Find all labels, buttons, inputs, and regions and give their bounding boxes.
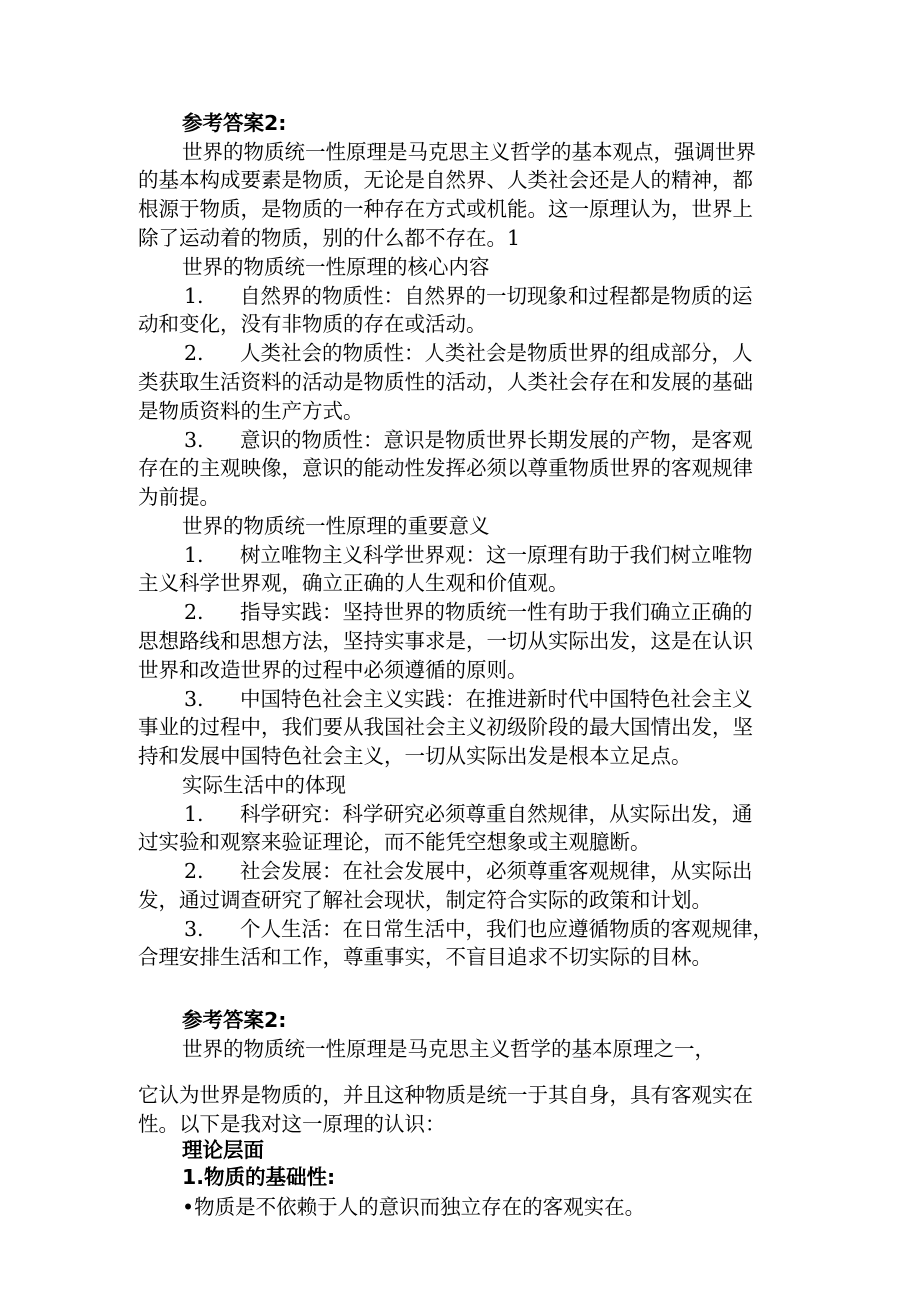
item-text: 树立唯物主义科学世界观：这一原理有助于我们树立唯物 [240, 543, 753, 567]
item-text: 为前提。 [138, 485, 220, 509]
item-text: 人类社会的物质性：人类社会是物质世界的组成部分，人 [240, 341, 753, 365]
item-text: 主义科学世界观，确立正确的人生观和价值观。 [138, 571, 569, 595]
intro-line: 根源于物质，是物质的一种存在方式或机能。这一原理认为，世界上 [138, 197, 753, 221]
item-text: 合理安排生活和工作，尊重事实，不盲目追求不切实际的目林。 [138, 945, 712, 969]
item-number: 2. [184, 341, 204, 365]
item-text: 存在的主观映像，意识的能动性发挥必须以尊重物质世界的客观规律 [138, 456, 753, 480]
answer-heading: 参考答案2: [182, 111, 287, 135]
item-text: 社会发展：在社会发展中，必须尊重客观规律，从实际出 [240, 859, 753, 883]
intro-line: 世界的物质统一性原理是马克思主义哲学的基本观点，强调世界 [182, 140, 756, 164]
item-text: 指导实践：坚持世界的物质统一性有助于我们确立正确的 [240, 600, 753, 624]
item-number: 1. [184, 802, 204, 826]
point-title: 1.物质的基础性: [182, 1165, 336, 1189]
item-text: 类获取生活资料的活动是物质性的活动，人类社会存在和发展的基础 [138, 370, 753, 394]
section-title-reallife: 实际生活中的体现 [182, 773, 346, 797]
item-text: 科学研究：科学研究必须尊重自然规律，从实际出发，通 [240, 802, 753, 826]
intro-line: 除了运动着的物质，别的什么都不存在。1 [138, 226, 521, 250]
item-text: 事业的过程中，我们要从我国社会主义初级阶段的最大国情出发，坚 [138, 715, 753, 739]
item-number: 3. [184, 917, 204, 941]
item-number: 2. [184, 600, 204, 624]
item-text: 动和变化，没有非物质的存在或活动。 [138, 312, 487, 336]
sub-title: 理论层面 [182, 1138, 264, 1162]
item-text: 过实验和观察来验证理论，而不能凭空想象或主观臆断。 [138, 830, 651, 854]
item-number: 1. [184, 284, 204, 308]
answer-heading: 参考答案2: [182, 1008, 287, 1032]
item-text: 发，通过调查研究了解社会现状，制定符合实际的政策和计划。 [138, 888, 712, 912]
intro-line: 世界的物质统一性原理是马克思主义哲学的基本原理之一， [182, 1037, 715, 1061]
intro-line: 性。以下是我对这一原理的认识： [138, 1112, 446, 1136]
item-text: 思想路线和思想方法，坚持实事求是，一切从实际出发，这是在认识 [138, 629, 753, 653]
item-number: 3. [184, 428, 204, 452]
item-text: 世界和改造世界的过程中必须遵循的原则。 [138, 658, 528, 682]
item-text: 自然界的物质性：自然界的一切现象和过程都是物质的运 [240, 284, 753, 308]
intro-line: 它认为世界是物质的，并且这种物质是统一于其自身，具有客观实在 [138, 1083, 753, 1107]
item-text: 意识的物质性：意识是物质世界长期发展的产物，是客观 [240, 428, 753, 452]
item-number: 1. [184, 543, 204, 567]
item-number: 2. [184, 859, 204, 883]
section-title-core: 世界的物质统一性原理的核心内容 [182, 255, 490, 279]
bullet-item: •物质是不依赖于人的意识而独立存在的客观实在。 [182, 1195, 646, 1219]
item-text: 个人生活：在日常生活中，我们也应遵循物质的客观规律， [240, 917, 773, 941]
item-text: 中国特色社会主义实践：在推进新时代中国特色社会主义 [240, 687, 753, 711]
item-text: 是物质资料的生产方式。 [138, 399, 364, 423]
item-text: 持和发展中国特色社会主义，一切从实际出发是根本立足点。 [138, 744, 692, 768]
intro-line: 的基本构成要素是物质，无论是自然界、人类社会还是人的精神，都 [138, 168, 753, 192]
item-number: 3. [184, 687, 204, 711]
section-title-significance: 世界的物质统一性原理的重要意义 [182, 514, 490, 538]
